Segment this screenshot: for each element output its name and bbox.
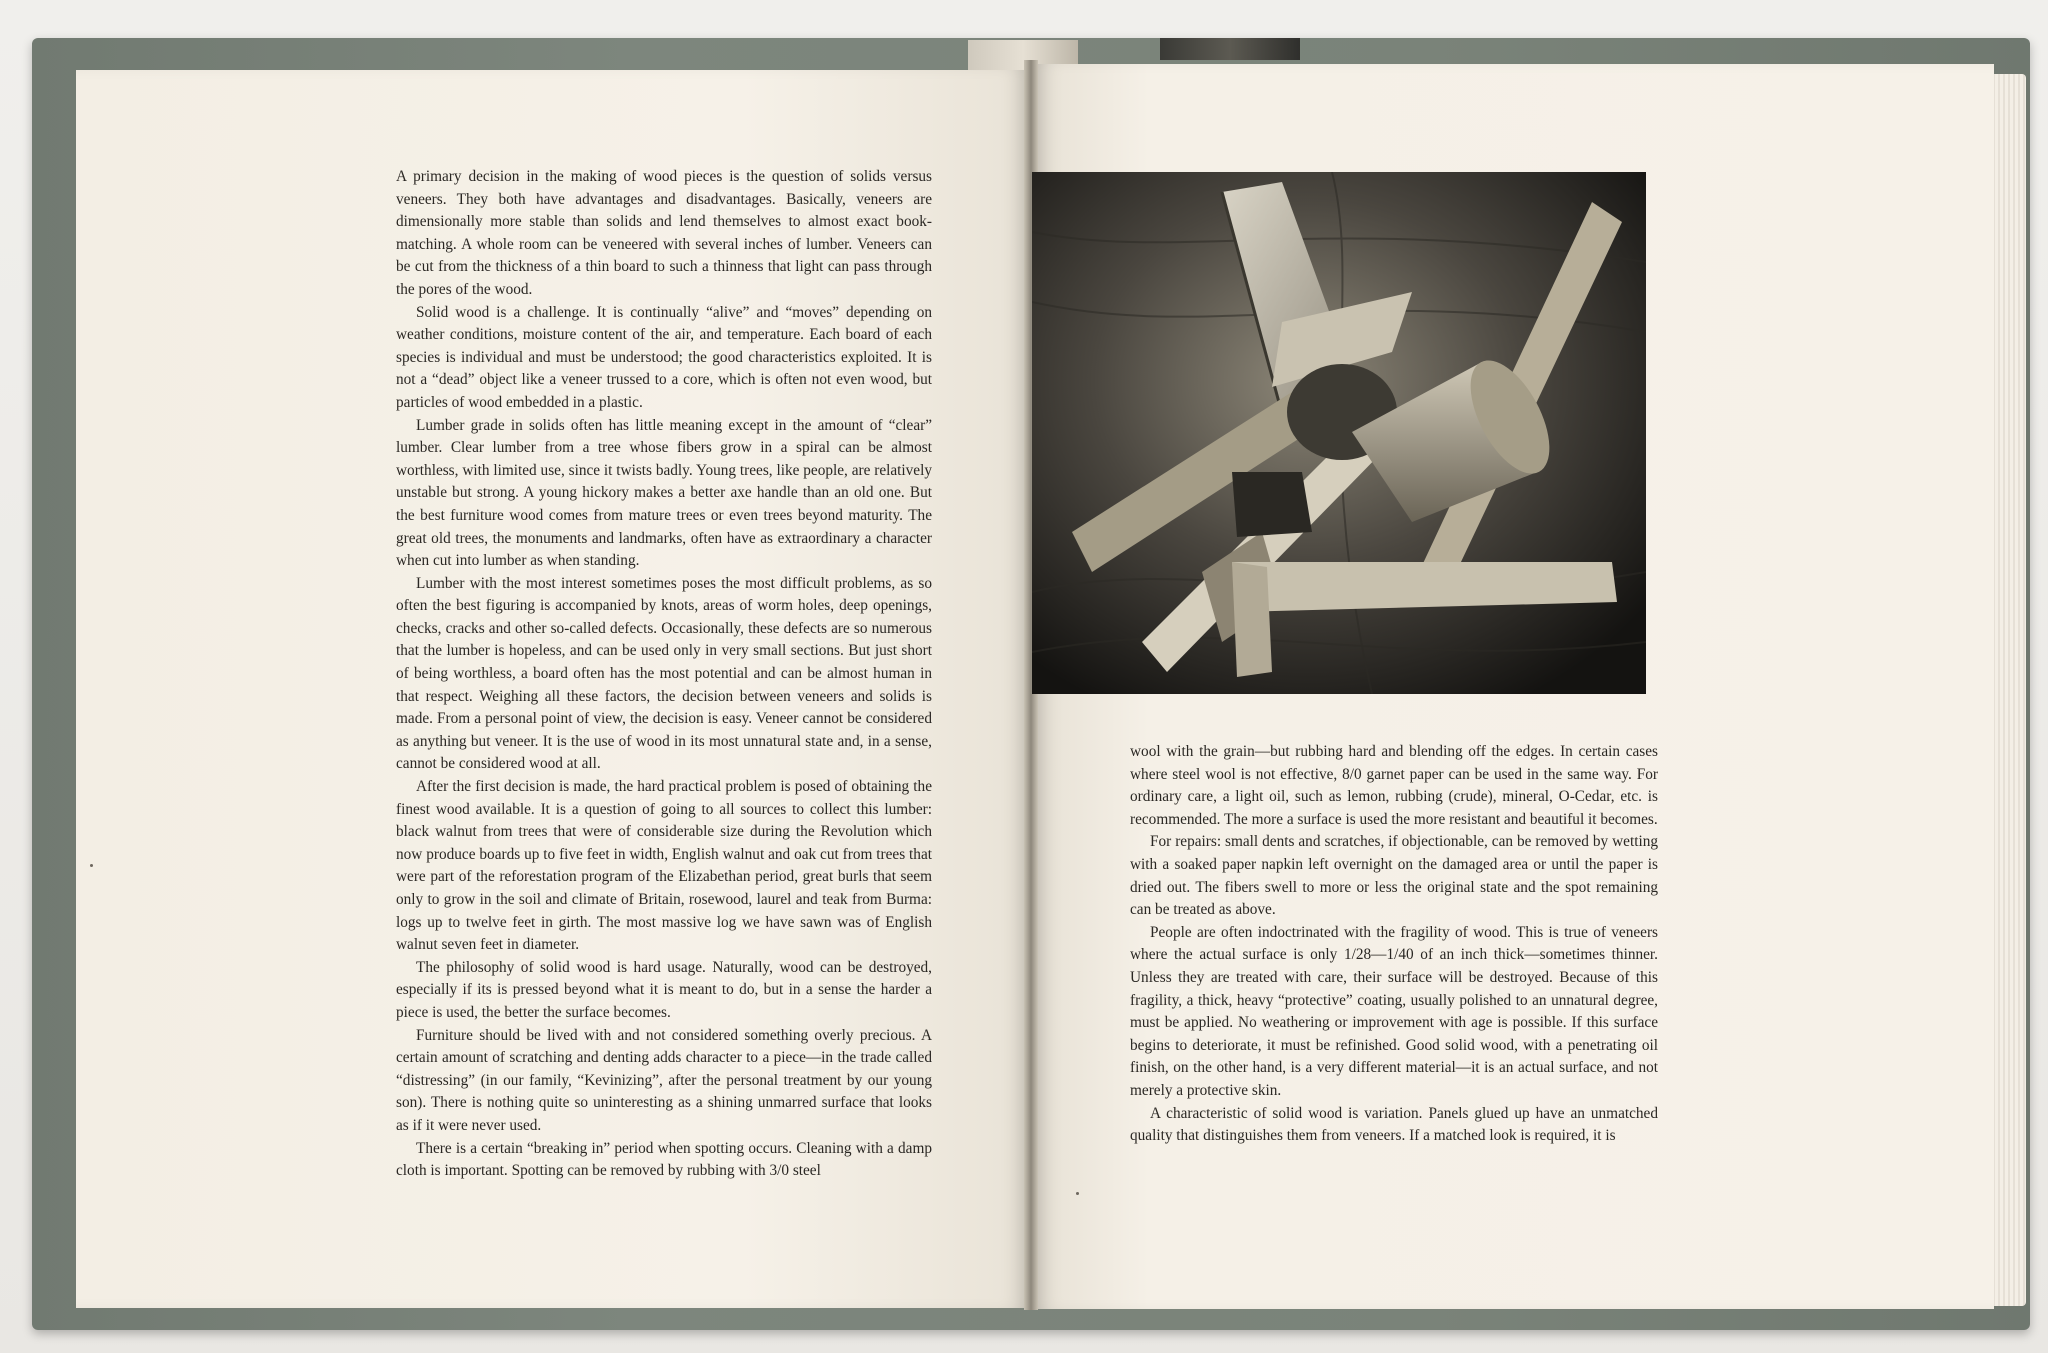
paragraph: The philosophy of solid wood is hard usage. Naturally, wood can be destroyed, especially if its is pressed beyond what it is meant to do, but in a sense the harder a piece is used, the better the surface becomes. [396, 958, 932, 1021]
paragraph: There is a certain “breaking in” period when spotting occurs. Cleaning with a damp cloth is important. Spotting can be removed by rubbing with 3/0 steel [396, 1139, 932, 1180]
paragraph: A primary decision in the making of wood pieces is the question of solids versus veneers. They both have advantages and disadvantages. Basically, veneers are dimensionally more stable than solids and lend themselves to almost exact book-matching. A whole room can be veneered with several inches of lumber. Veneers can be cut from the thickness of a thin board to such a thinness that light can pass through the pores of the wood. [396, 168, 932, 298]
page-speck [1076, 1192, 1079, 1195]
paragraph: After the first decision is made, the hard practical problem is posed of obtaining the finest wood available. It is a question of going to all sources to collect this lumber: black walnut from trees that were of considerable size during the Revolution which now produce boards up to five feet in width, English walnut and oak cut from trees that were part of the reforestation program of the Elizabethan period, great burls that seem only to grow in the soil and climate of Britain, rosewood, laurel and teak from Burma: logs up to twelve feet in girth. The most massive log we have sawn was of English walnut seven feet in diameter. [396, 778, 932, 954]
paragraph: Lumber with the most interest sometimes poses the most difficult problems, as so often the best figuring is accompanied by knots, areas of worm holes, deep openings, checks, cracks and other so-called defects. Occasionally, these defects are so numerous that the lumber is hopeless, and can be used only in very small sections. But just short of being worthless, a board often has the most potential and can be almost human in that respect. Weighing all these factors, the decision between veneers and solids is made. From a personal point of view, the decision is easy. Veneer cannot be considered as anything but veneer. It is the use of wood in its most unnatural state and, in a sense, cannot be considered wood at all. [396, 574, 932, 773]
paragraph: A characteristic of solid wood is variation. Panels glued up have an unmatched quality that distinguishes them from veneers. If a matched look is required, it is [1130, 1104, 1658, 1145]
right-page-text [1130, 741, 1658, 1148]
page-speck [90, 864, 93, 867]
paragraph: wool with the grain—but rubbing hard and blending off the edges. In certain cases where steel wool is not effective, 8/0 garnet paper can be used in the same way. For ordinary care, a light oil, such as lemon, rubbing (crude), mineral, O-Cedar, etc. is recommended. The more a surface is used the more resistant and beautiful it becomes. [1130, 743, 1658, 828]
paragraph: Solid wood is a challenge. It is continually “alive” and “moves” depending on weather conditions, moisture content of the air, and temperature. Each board of each species is individual and must be understood; the good characteristics exploited. It is not a “dead” object like a veneer trussed to a core, which is often not even wood, but particles of wood embedded in a plastic. [396, 303, 932, 411]
page-stack-edges [1990, 74, 2026, 1306]
paragraph: People are often indoctrinated with the fragility of wood. This is true of veneers where the actual surface is only 1/28—1/40 of an inch thick—sometimes thinner. Unless they are treated with care, their surface will be destroyed. Because of this fragility, a thick, heavy “protective” coating, usually polished to an unnatural degree, must be applied. No weathering or improvement with age is possible. If this surface begins to deteriorate, it must be refinished. Good solid wood, with a penetrating oil finish, on the other hand, is a very different material—it is an actual surface, and not merely a protective skin. [1130, 923, 1658, 1099]
tools-photo-illustration [1032, 172, 1646, 694]
left-page-text [396, 166, 932, 1183]
tools-photograph [1032, 172, 1646, 694]
paragraph: For repairs: small dents and scratches, if objectionable, can be removed by wetting with a soaked paper napkin left overnight on the damaged area or until the paper is dried out. The fibers swell to more or less the original state and the spot remaining can be treated as above. [1130, 833, 1658, 919]
paragraph: Lumber grade in solids often has little meaning except in the amount of “clear” lumber. Clear lumber from a tree whose fibers grow in a spiral can be almost worthless, with limited use, since it twists badly. Young trees, like people, are relatively unstable but strong. A young hickory makes a better axe handle than an old one. But the best furniture wood comes from mature trees or even trees beyond maturity. The great old trees, the monuments and landmarks, often have as extraordinary a character when cut into lumber as when standing. [396, 416, 932, 570]
cover-overlap [1160, 38, 1300, 60]
paragraph: Furniture should be lived with and not considered something overly precious. A certain amount of scratching and denting adds character to a piece—in the trade called “distressing” (in our family, “Kevinizing”, after the personal treatment by our young son). There is nothing quite so uninteresting as a shining unmarred surface that looks as if it were never used. [396, 1026, 932, 1134]
